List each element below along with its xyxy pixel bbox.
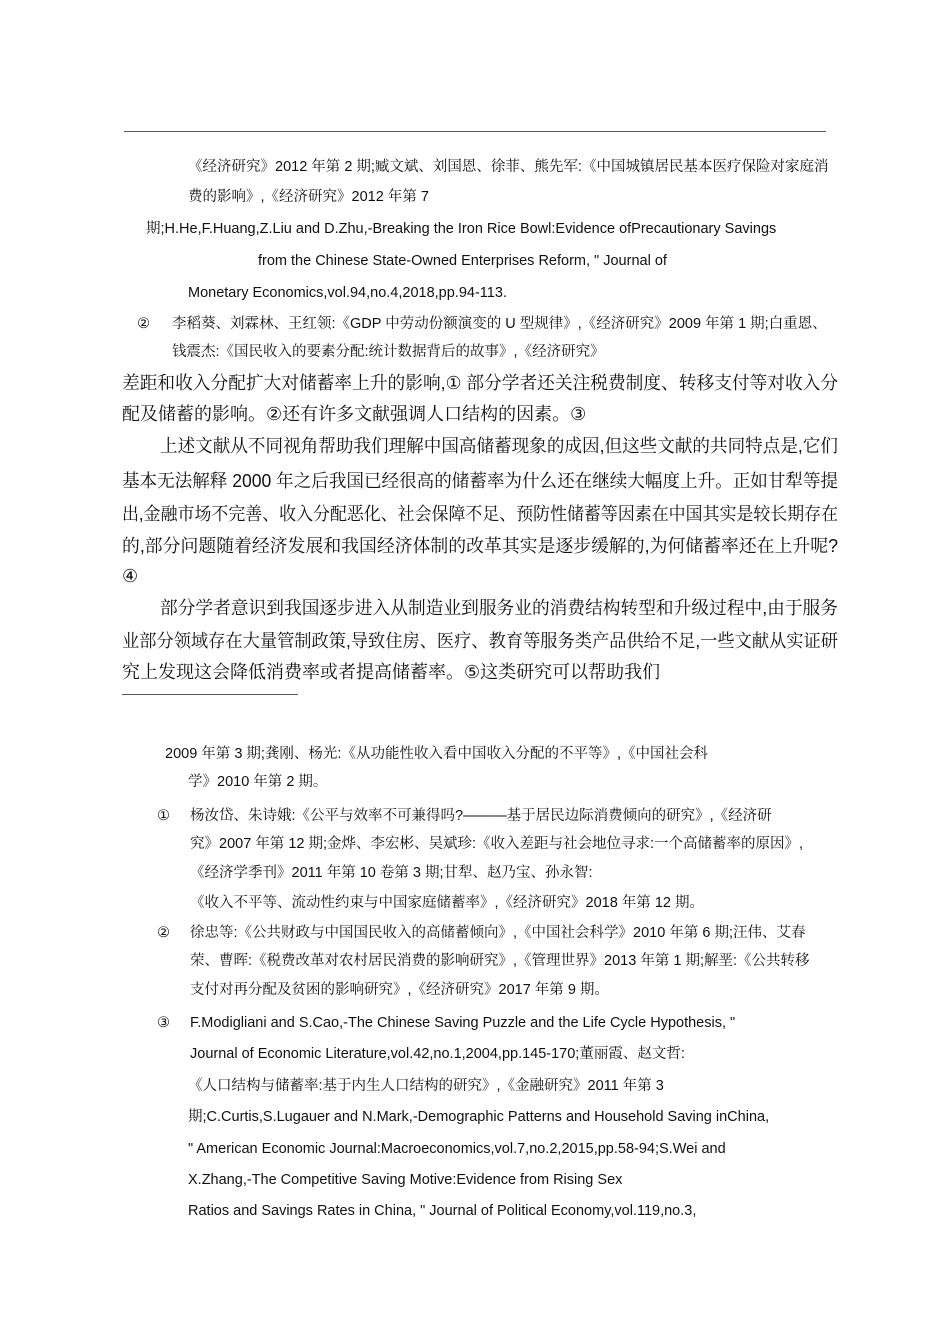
footnote-line: 《人口结构与储蓄率:基于内生人口结构的研究》,《金融研究》2011 年第 3 (188, 1078, 664, 1094)
footnote-marker: ② (137, 316, 150, 332)
body-line: 上述文献从不同视角帮助我们理解中国高储蓄现象的成因,但这些文献的共同特点是,它们 (160, 436, 838, 456)
body-line: 业部分领域存在大量管制政策,导致住房、医疗、教育等服务类产品供给不足,一些文献从实证研 (122, 631, 838, 651)
body-line: 差距和收入分配扩大对储蓄率上升的影响,① 部分学者还关注税费制度、转移支付等对收入分 (122, 373, 839, 393)
footnote-line: 荣、曹晖:《税费改革对农村居民消费的影响研究》,《管理世界》2013 年第 1 期;解垩:《公共转移 (190, 953, 810, 969)
footnote-marker: ③ (157, 1015, 170, 1031)
footnote-line: 李稻葵、刘霖林、王红领:《GDP 中劳动份额演变的 U 型规律》,《经济研究》2009 年第 1 期;白重恩、 (172, 316, 827, 332)
footnote-line: F.Modigliani and S.Cao,-The Chinese Saving Puzzle and the Life Cycle Hypothesis, " (190, 1015, 736, 1031)
body-line: 的,部分问题随着经济发展和我国经济体制的改革其实是逐步缓解的,为何储蓄率还在上升呢? (122, 536, 839, 556)
footnote-line: 钱震杰:《国民收入的要素分配:统计数据背后的故事》,《经济研究》 (172, 344, 605, 360)
header-rule (124, 131, 826, 132)
footnote-line: Ratios and Savings Rates in China, " Journal of Political Economy,vol.119,no.3, (188, 1203, 697, 1219)
body-line: ④ (122, 566, 139, 586)
footnote-line: 期;C.Curtis,S.Lugauer and N.Mark,-Demographic Patterns and Household Saving inChina, (188, 1109, 770, 1125)
body-line: 出,金融市场不完善、收入分配恶化、社会保障不足、预防性储蓄等因素在中国其实是较长期存在 (122, 504, 839, 524)
footnote-line: 《经济研究》2012 年第 2 期;臧文斌、刘国恩、徐菲、熊先军:《中国城镇居民基本医疗保险对家庭消 (188, 159, 829, 175)
footnote-line: 究》2007 年第 12 期;金烨、李宏彬、吴斌珍:《收入差距与社会地位寻求:一个高储蓄率的原因》, (190, 836, 804, 852)
footnote-line: 徐忠等:《公共财政与中国国民收入的高储蓄倾向》,《中国社会科学》2010 年第 6 期;汪伟、艾春 (190, 925, 806, 941)
footnote-line: " American Economic Journal:Macroeconomics,vol.7,no.2,2015,pp.58-94;S.Wei and (188, 1141, 726, 1157)
footnote-line: 费的影响》,《经济研究》2012 年第 7 (188, 189, 429, 205)
footnote-line: 期;H.He,F.Huang,Z.Liu and D.Zhu,-Breaking the Iron Rice Bowl:Evidence ofPrecautionary Savings (146, 221, 777, 237)
body-line: 究上发现这会降低消费率或者提高储蓄率。⑤这类研究可以帮助我们 (122, 662, 661, 682)
footnote-line: from the Chinese State-Owned Enterprises Reform, " Journal of (258, 253, 667, 269)
footnote-line: Monetary Economics,vol.94,no.4,2018,pp.94-113. (188, 285, 507, 301)
footnote-marker: ② (157, 925, 170, 941)
body-line: 基本无法解释 2000 年之后我国已经很高的储蓄率为什么还在继续大幅度上升。正如甘犁等提 (122, 471, 839, 491)
body-line: 部分学者意识到我国逐步进入从制造业到服务业的消费结构转型和升级过程中,由于服务 (160, 598, 838, 618)
footnote-line: Journal of Economic Literature,vol.42,no.1,2004,pp.145-170;董丽霞、赵文哲: (190, 1046, 685, 1062)
footnote-line: 《经济学季刊》2011 年第 10 卷第 3 期;甘犁、赵乃宝、孙永智: (190, 865, 593, 881)
body-line: 配及储蓄的影响。②还有许多文献强调人口结构的因素。③ (122, 404, 587, 424)
footnote-line: 《收入不平等、流动性约束与中国家庭储蓄率》,《经济研究》2018 年第 12 期。 (190, 895, 704, 911)
footnote-marker: ① (157, 808, 170, 824)
footnote-line: 学》2010 年第 2 期。 (188, 774, 328, 790)
footnote-line: X.Zhang,-The Competitive Saving Motive:Evidence from Rising Sex (188, 1172, 623, 1188)
footnote-separator (122, 694, 298, 695)
footnote-line: 2009 年第 3 期;龚刚、杨光:《从功能性收入看中国收入分配的不平等》,《中国社会科 (165, 746, 708, 762)
footnote-line: 杨汝岱、朱诗娥:《公平与效率不可兼得吗?———基于居民边际消费倾向的研究》,《经济研 (190, 808, 772, 824)
footnote-line: 支付对再分配及贫困的影响研究》,《经济研究》2017 年第 9 期。 (190, 982, 609, 998)
